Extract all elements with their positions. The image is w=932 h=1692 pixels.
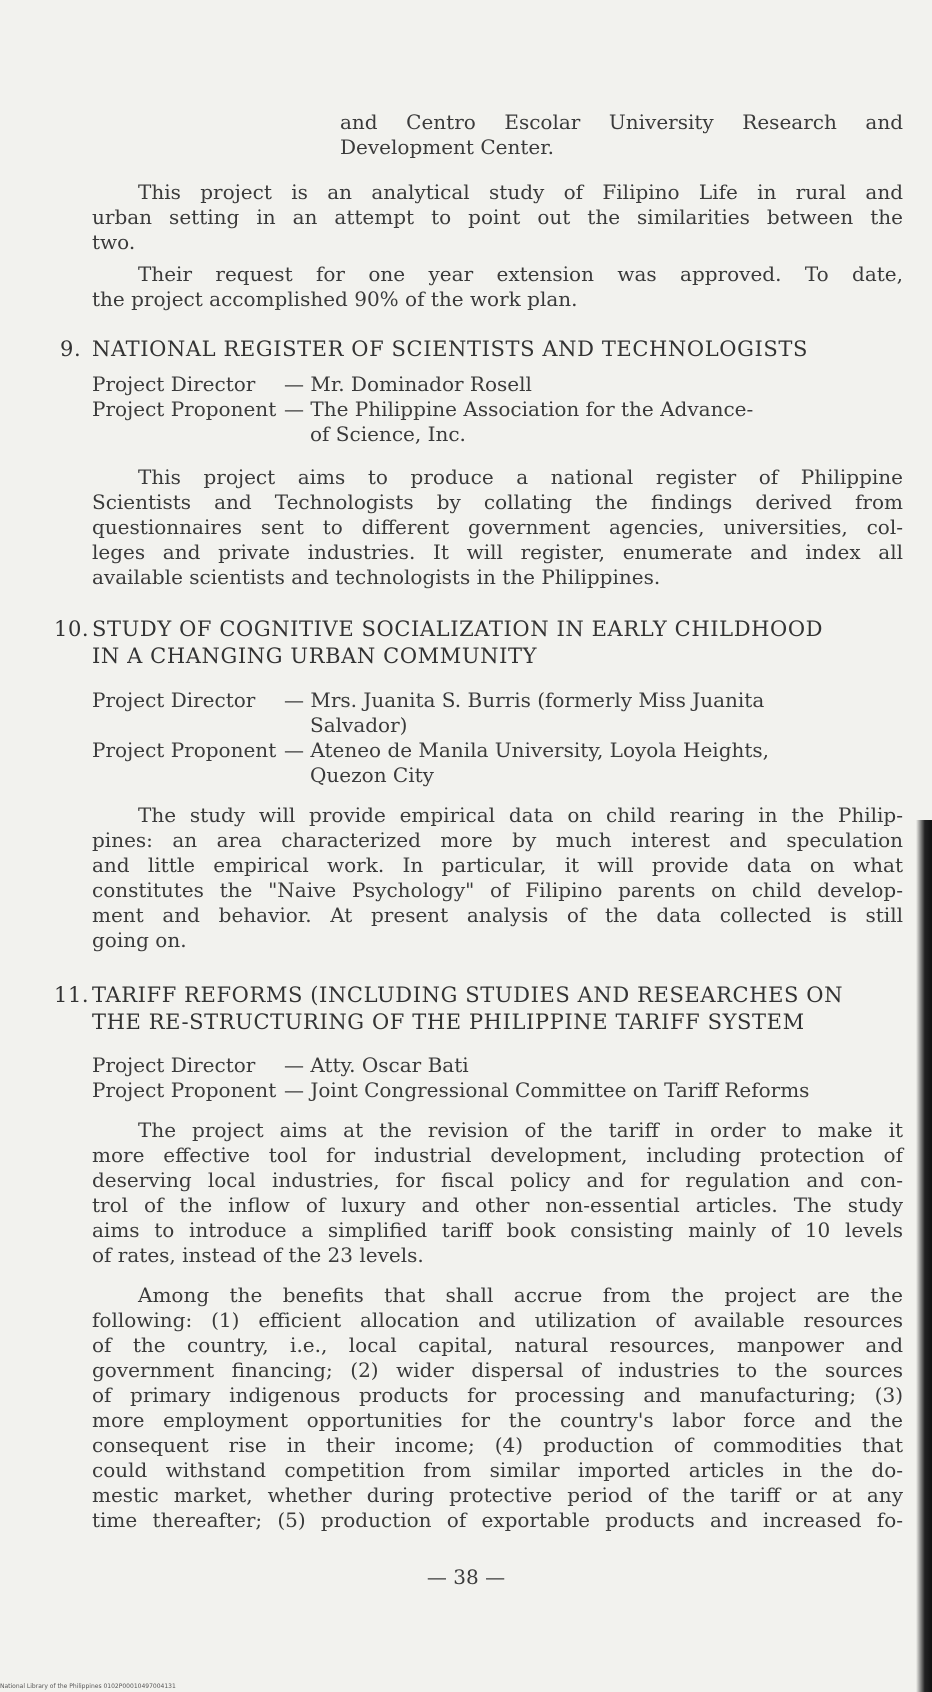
director-value: — Mrs. Juanita S. Burris (formerly Miss Juanita [284,688,765,712]
proponent-value: — The Philippine Association for the Advance- [284,397,754,421]
scan-footer-id: National Library of the Philippines 0102P00010497004131 [0,1683,176,1690]
text-line: could withstand competition from similar imported articles in the do- [92,1458,903,1482]
text-line: trol of the inflow of luxury and other non-essential articles. The study [92,1193,903,1217]
text-line: The project aims at the revision of the tariff in order to make it [138,1118,903,1142]
text-line: This project is an analytical study of Filipino Life in rural and [138,180,903,204]
section-title: NATIONAL REGISTER OF SCIENTISTS AND TECHNOLOGISTS [92,337,808,361]
text-line: going on. [92,928,187,952]
proponent-label: Project Proponent [92,1078,277,1102]
section-11-body-2 [92,1283,903,1533]
project-proponent-row [92,397,903,447]
director-label: Project Director [92,1053,256,1077]
section-10-meta [92,688,903,788]
text-line: following: (1) efficient allocation and utilization of available resources [92,1308,903,1332]
text-line: Their request for one year extension was approved. To date, [138,262,903,286]
text-line: the project accomplished 90% of the work plan. [92,287,578,311]
text-line: government financing; (2) wider dispersal of industries to the sources [92,1358,903,1382]
text-line: The study will provide empirical data on child rearing in the Philip- [138,803,903,827]
section-10-body [92,803,903,953]
text-line: available scientists and technologists in the Philippines. [92,565,661,589]
proponent-value: — Joint Congressional Committee on Tariff Reforms [284,1078,810,1102]
paragraph-analytical-study [92,180,903,255]
proponent-value-continued: of Science, Inc. [310,422,466,446]
project-proponent-row [92,1078,903,1103]
section-number: 11. [54,983,90,1007]
project-director-row [92,688,903,738]
text-line: ment and behavior. At present analysis of the data collected is still [92,903,903,927]
section-title-line: IN A CHANGING URBAN COMMUNITY [92,644,538,668]
section-heading-9 [60,336,903,363]
section-number: 10. [54,617,90,641]
section-9-meta [92,372,903,447]
proponent-label: Project Proponent [92,397,277,421]
page-number: — 38 — [426,1565,506,1589]
director-value: — Atty. Oscar Bati [284,1053,469,1077]
text-line: of the country, i.e., local capital, natural resources, manpower and [92,1333,903,1357]
text-line: constitutes the "Naive Psychology" of Filipino parents on child develop- [92,878,903,902]
section-title-line: STUDY OF COGNITIVE SOCIALIZATION IN EARLY CHILDHOOD [92,617,824,641]
text-line: deserving local industries, for fiscal policy and for regulation and con- [92,1168,903,1192]
section-11-body-1 [92,1118,903,1268]
project-director-row [92,1053,903,1078]
text-line: Development Center. [340,135,554,159]
director-label: Project Director [92,688,256,712]
section-number: 9. [60,337,82,361]
section-11-meta [92,1053,903,1103]
text-line: aims to introduce a simplified tariff book consisting mainly of 10 levels [92,1218,903,1242]
proponent-value: — Ateneo de Manila University, Loyola Heights, [284,738,770,762]
section-heading-10 [54,616,903,670]
text-line: questionnaires sent to different government agencies, universities, col- [92,515,903,539]
text-line: two. [92,230,136,254]
scan-edge-shadow [916,820,932,1692]
project-director-row [92,372,903,397]
text-line: Scientists and Technologists by collating the findings derived from [92,490,903,514]
director-value: — Mr. Dominador Rosell [284,372,532,396]
paragraph-extension [92,262,903,312]
text-line: leges and private industries. It will register, enumerate and index all [92,540,903,564]
text-line: more employment opportunities for the country's labor force and the [92,1408,903,1432]
text-line: time thereafter; (5) production of exportable products and increased fo- [92,1508,903,1532]
section-heading-11 [54,982,903,1036]
text-line: of primary indigenous products for processing and manufacturing; (3) [92,1383,903,1407]
text-line: This project aims to produce a national register of Philippine [138,465,903,489]
director-label: Project Director [92,372,256,396]
text-line: more effective tool for industrial development, including protection of [92,1143,903,1167]
text-line: urban setting in an attempt to point out the similarities between the [92,205,903,229]
text-line: mestic market, whether during protective period of the tariff or at any [92,1483,903,1507]
text-line: consequent rise in their income; (4) production of commodities that [92,1433,903,1457]
proponent-value-continued: Quezon City [310,763,434,787]
text-line: of rates, instead of the 23 levels. [92,1243,424,1267]
text-line: Among the benefits that shall accrue from the project are the [138,1283,903,1307]
proponent-label: Project Proponent [92,738,277,762]
project-proponent-row [92,738,903,788]
intro-continuation [340,110,903,160]
text-line: pines: an area characterized more by much interest and speculation [92,828,903,852]
text-line: and little empirical work. In particular, it will provide data on what [92,853,903,877]
director-value-continued: Salvador) [310,713,408,737]
section-title-line: THE RE-STRUCTURING OF THE PHILIPPINE TARIFF SYSTEM [92,1010,805,1034]
section-title-line: TARIFF REFORMS (INCLUDING STUDIES AND RESEARCHES ON [92,983,844,1007]
section-9-body [92,465,903,590]
text-line: and Centro Escolar University Research and [340,110,903,134]
